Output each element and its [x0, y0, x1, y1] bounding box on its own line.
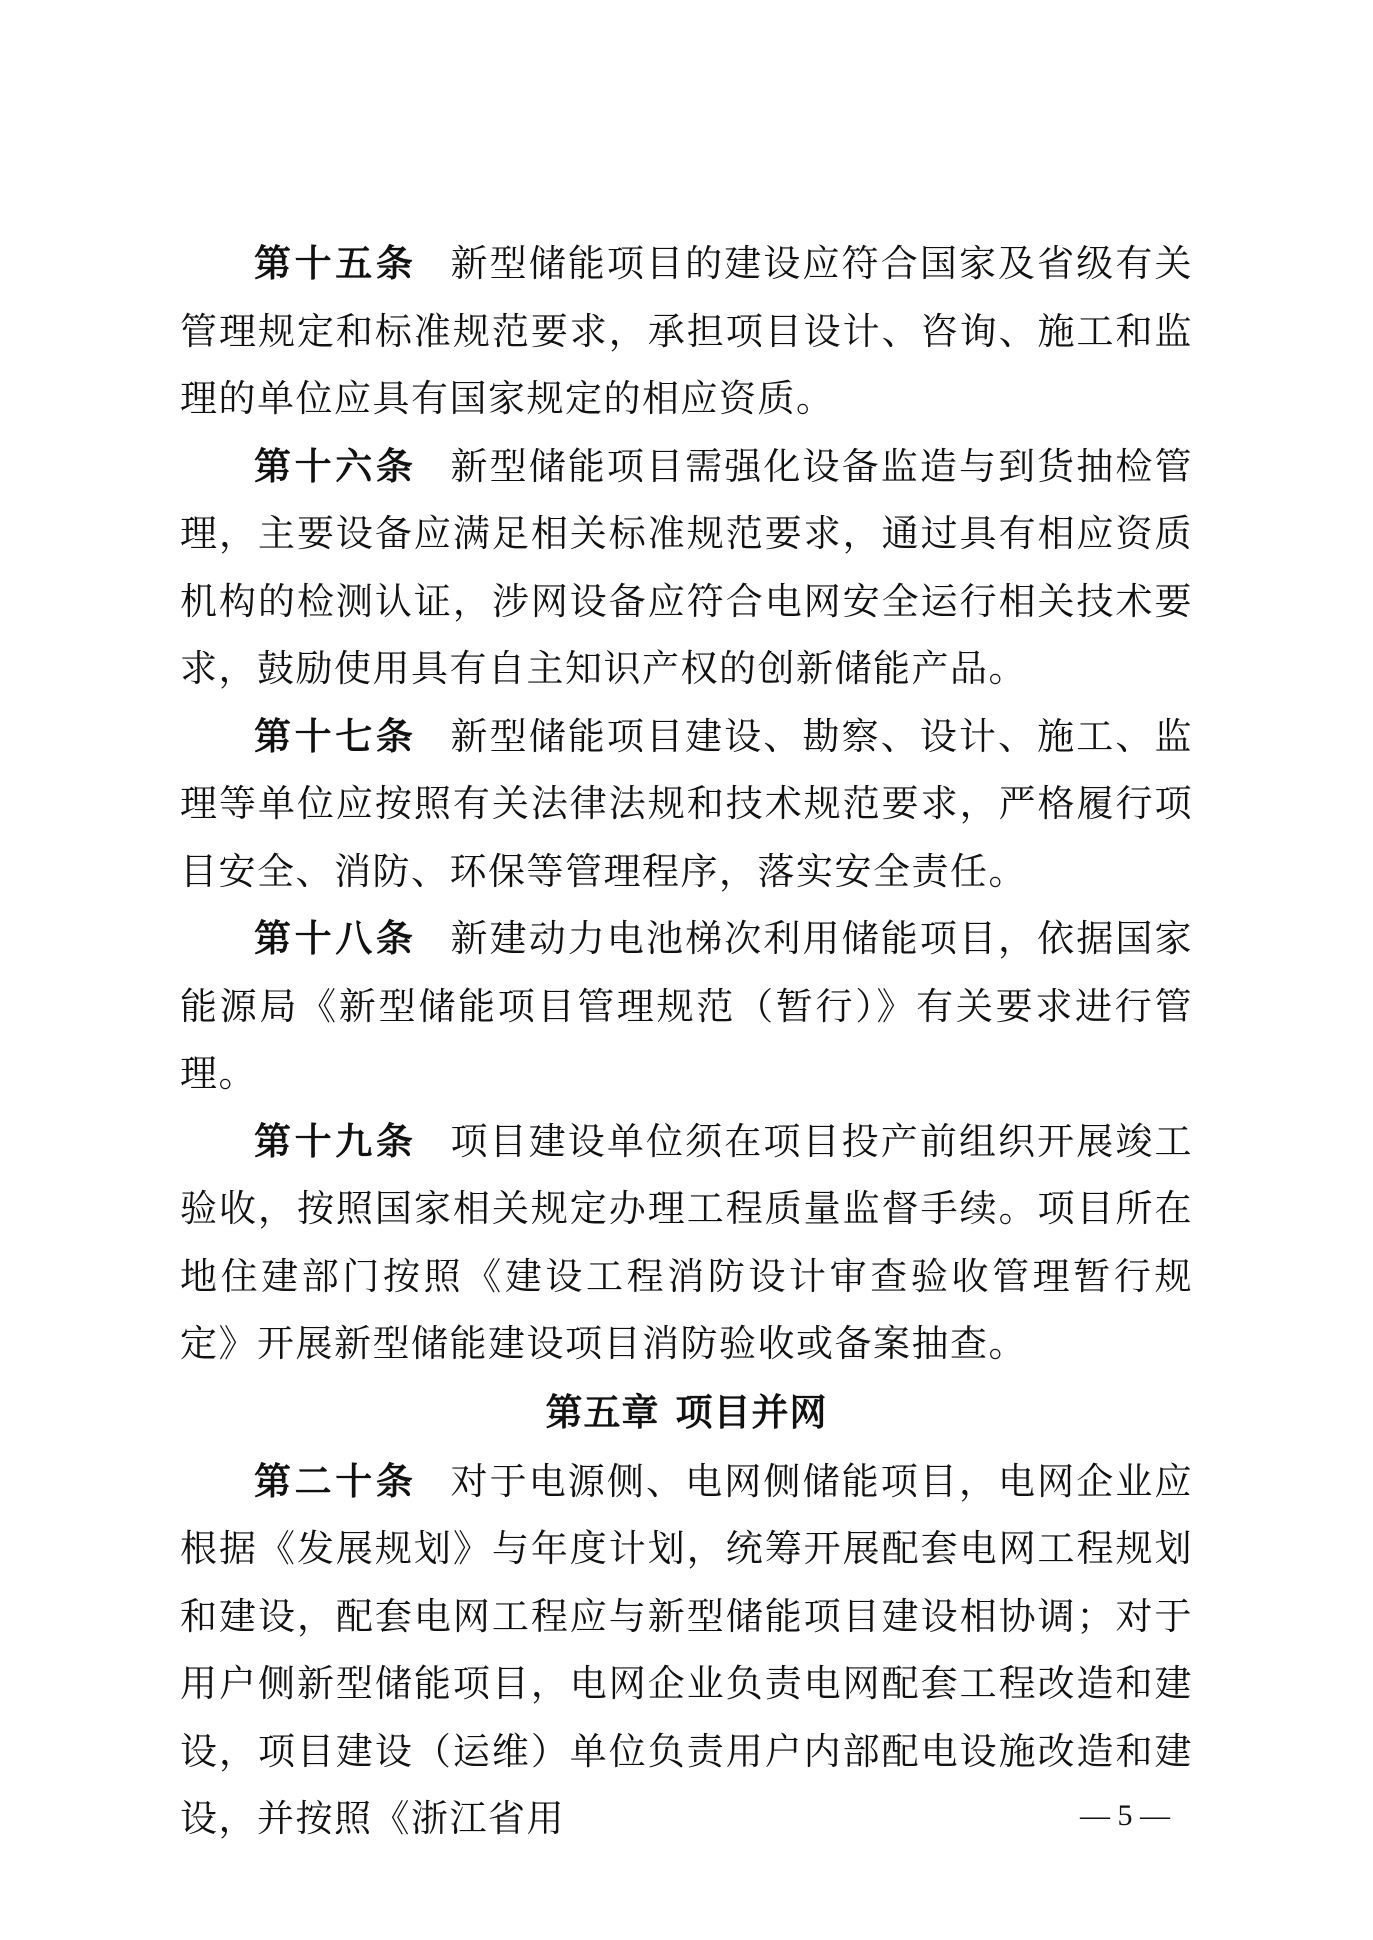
- article-15: [180, 230, 1193, 433]
- article-number: 第十八条: [254, 916, 417, 960]
- chapter-heading: [180, 1378, 1193, 1448]
- page-number: — 5 —: [1080, 1799, 1170, 1832]
- article-text: 新型储能项目的建设应符合国家及省级有关管理规定和标准规范要求，承担项目设计、咨询、施工和监理的单位应具有国家规定的相应资质。: [180, 242, 1194, 420]
- article-number: 第十九条: [254, 1118, 417, 1163]
- article-17: [180, 703, 1193, 906]
- article-number: 第十六条: [254, 443, 417, 488]
- article-number: 第二十条: [254, 1458, 417, 1503]
- article-19: [180, 1108, 1193, 1378]
- article-20: [180, 1448, 1193, 1853]
- article-number: 第十五条: [254, 241, 417, 285]
- article-number: 第十七条: [254, 713, 417, 758]
- article-text: 项目建设单位须在项目投产前组织开展竣工验收，按照国家相关规定办理工程质量监督手续。项目所在地住建部门按照《建设工程消防设计审查验收管理暂行规定》开展新型储能建设项目消防验收或备案抽查。: [180, 1119, 1194, 1365]
- article-18: [180, 905, 1193, 1108]
- article-16: [180, 433, 1193, 703]
- article-text: 对于电源侧、电网侧储能项目，电网企业应根据《发展规划》与年度计划，统筹开展配套电网工程规划和建设，配套电网工程应与新型储能项目建设相协调；对于用户侧新型储能项目，电网企业负责电网配套工程改造和建设，项目建设（运维）单位负责用户内部配电设施改造和建设，并按照《浙江省用: [180, 1459, 1194, 1840]
- chapter-title: 项目并网: [675, 1390, 828, 1434]
- chapter-number: 第五章: [545, 1390, 660, 1434]
- article-text: 新型储能项目需强化设备监造与到货抽检管理，主要设备应满足相关标准规范要求，通过具有相应资质机构的检测认证，涉网设备应符合电网安全运行相关技术要求，鼓励使用具有自主知识产权的创新储能产品。: [180, 444, 1194, 690]
- article-text: 新型储能项目建设、勘察、设计、施工、监理等单位应按照有关法律法规和技术规范要求，严格履行项目安全、消防、环保等管理程序，落实安全责任。: [180, 714, 1194, 893]
- article-text: 新建动力电池梯次利用储能项目，依据国家能源局《新型储能项目管理规范（暂行）》有关要求进行管理。: [180, 917, 1194, 1095]
- document-body: [180, 230, 1193, 1853]
